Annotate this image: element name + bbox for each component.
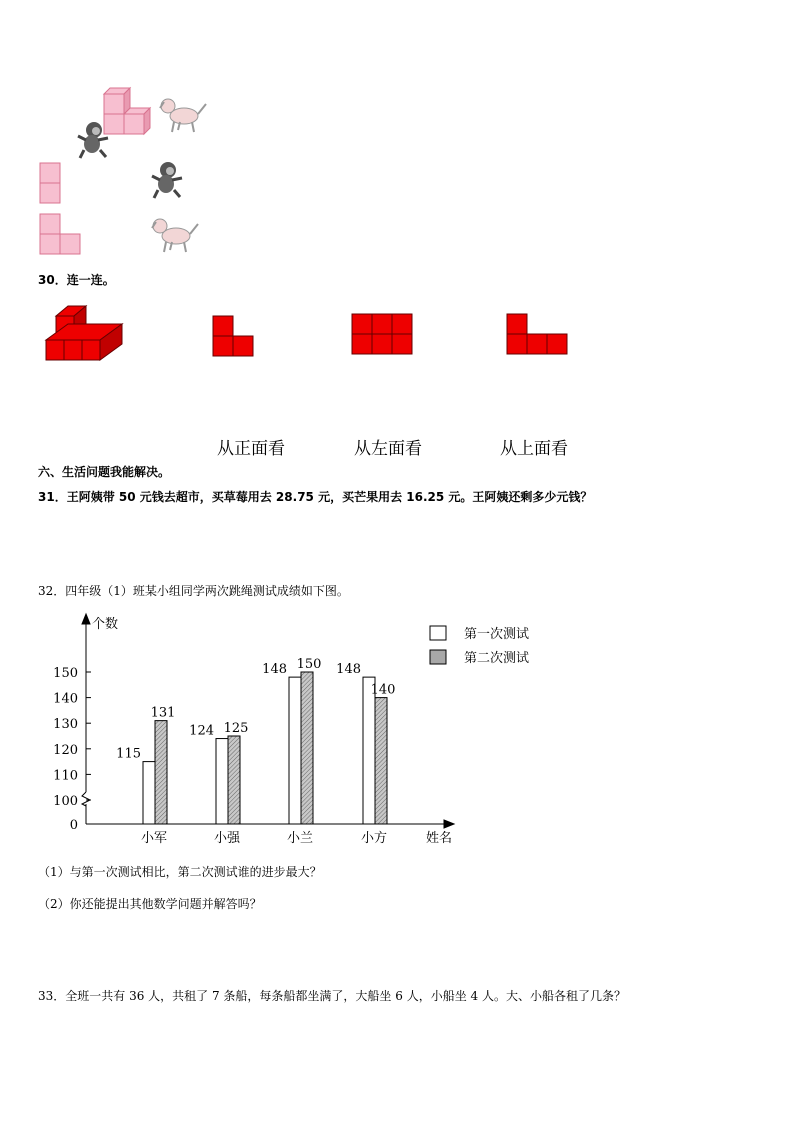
bar-first-test — [363, 677, 375, 824]
red-view-rectangle — [352, 314, 412, 354]
dog-icon — [160, 99, 206, 132]
question-32-sub2: （2）你还能提出其他数学问题并解答吗？ — [38, 897, 262, 911]
x-tick-labels — [141, 831, 387, 846]
bar-second-test — [228, 736, 240, 824]
bar-first-test — [216, 739, 228, 824]
jump-rope-bar-chart — [40, 610, 530, 850]
y-tick-label: 120 — [53, 742, 78, 758]
y-tick-label: 150 — [53, 666, 78, 681]
view-label-front: 从正面看 — [217, 439, 285, 459]
y-tick-label: 140 — [53, 691, 78, 707]
bar-data-label: 115 — [116, 746, 141, 762]
y-tick-label: 0 — [69, 818, 78, 833]
view-option-vertical — [40, 163, 60, 203]
bar-data-label: 131 — [150, 705, 176, 721]
red-cube-stack — [46, 306, 122, 360]
question-32-text: 32．四年级（1）班某小组同学两次跳绳测试成绩如下图。 — [38, 584, 349, 598]
legend-label-second: 第二次测试 — [464, 651, 530, 666]
bar-first-test — [143, 762, 155, 824]
y-tick-label: 100 — [53, 794, 78, 809]
bar-second-test — [301, 672, 313, 824]
legend — [430, 626, 529, 666]
legend-swatch-first — [430, 626, 446, 640]
y-tick-label: 130 — [53, 717, 78, 733]
cube-stack-figure — [0, 80, 240, 260]
y-ticks — [53, 666, 91, 833]
red-view-l-small — [213, 316, 253, 356]
bar-data-label: 148 — [336, 662, 361, 678]
bars — [116, 657, 395, 824]
x-tick-label: 小强 — [213, 831, 241, 846]
question-31-text: 31．王阿姨带 50 元钱去超市，买草莓用去 28.75 元，买芒果用去 16.25 元。王阿姨还剩多少元钱？ — [38, 490, 593, 504]
red-view-l-long — [507, 314, 567, 354]
red-shapes-figure — [0, 296, 600, 376]
section-6-title: 六、生活问题我能解决。 — [38, 465, 171, 479]
bar-data-label: 148 — [262, 662, 287, 678]
view-label-top: 从上面看 — [500, 439, 568, 459]
monkey-icon — [152, 162, 182, 198]
bar-first-test — [289, 677, 301, 824]
x-tick-label: 小兰 — [286, 831, 314, 846]
y-tick-label: 110 — [53, 768, 78, 784]
pink-cube-stack — [104, 88, 150, 134]
bar-data-label: 124 — [189, 723, 214, 739]
bar-data-label: 150 — [296, 657, 322, 672]
bar-data-label: 125 — [223, 721, 249, 736]
x-axis-label: 姓名 — [426, 831, 453, 846]
view-label-left: 从左面看 — [354, 439, 422, 459]
question-32-sub1: （1）与第一次测试相比，第二次测试谁的进步最大？ — [38, 865, 322, 879]
x-tick-label: 小军 — [140, 831, 168, 846]
question-33-text: 33．全班一共有 36 人，共租了 7 条船，每条船都坐满了，大船坐 6 人，小船坐 4 人。大、小船各租了几条？ — [38, 989, 626, 1003]
chart-axes — [82, 614, 454, 828]
view-option-l-shape — [40, 214, 80, 254]
bar-data-label: 140 — [370, 682, 396, 698]
question-30-title: 30．连一连。 — [38, 273, 115, 287]
dog-icon — [152, 219, 198, 252]
bar-second-test — [375, 698, 387, 824]
bar-second-test — [155, 721, 167, 824]
legend-swatch-second — [430, 650, 446, 664]
y-axis-label: 个数 — [92, 617, 119, 632]
legend-label-first: 第一次测试 — [464, 627, 530, 642]
x-tick-label: 小方 — [360, 831, 388, 846]
